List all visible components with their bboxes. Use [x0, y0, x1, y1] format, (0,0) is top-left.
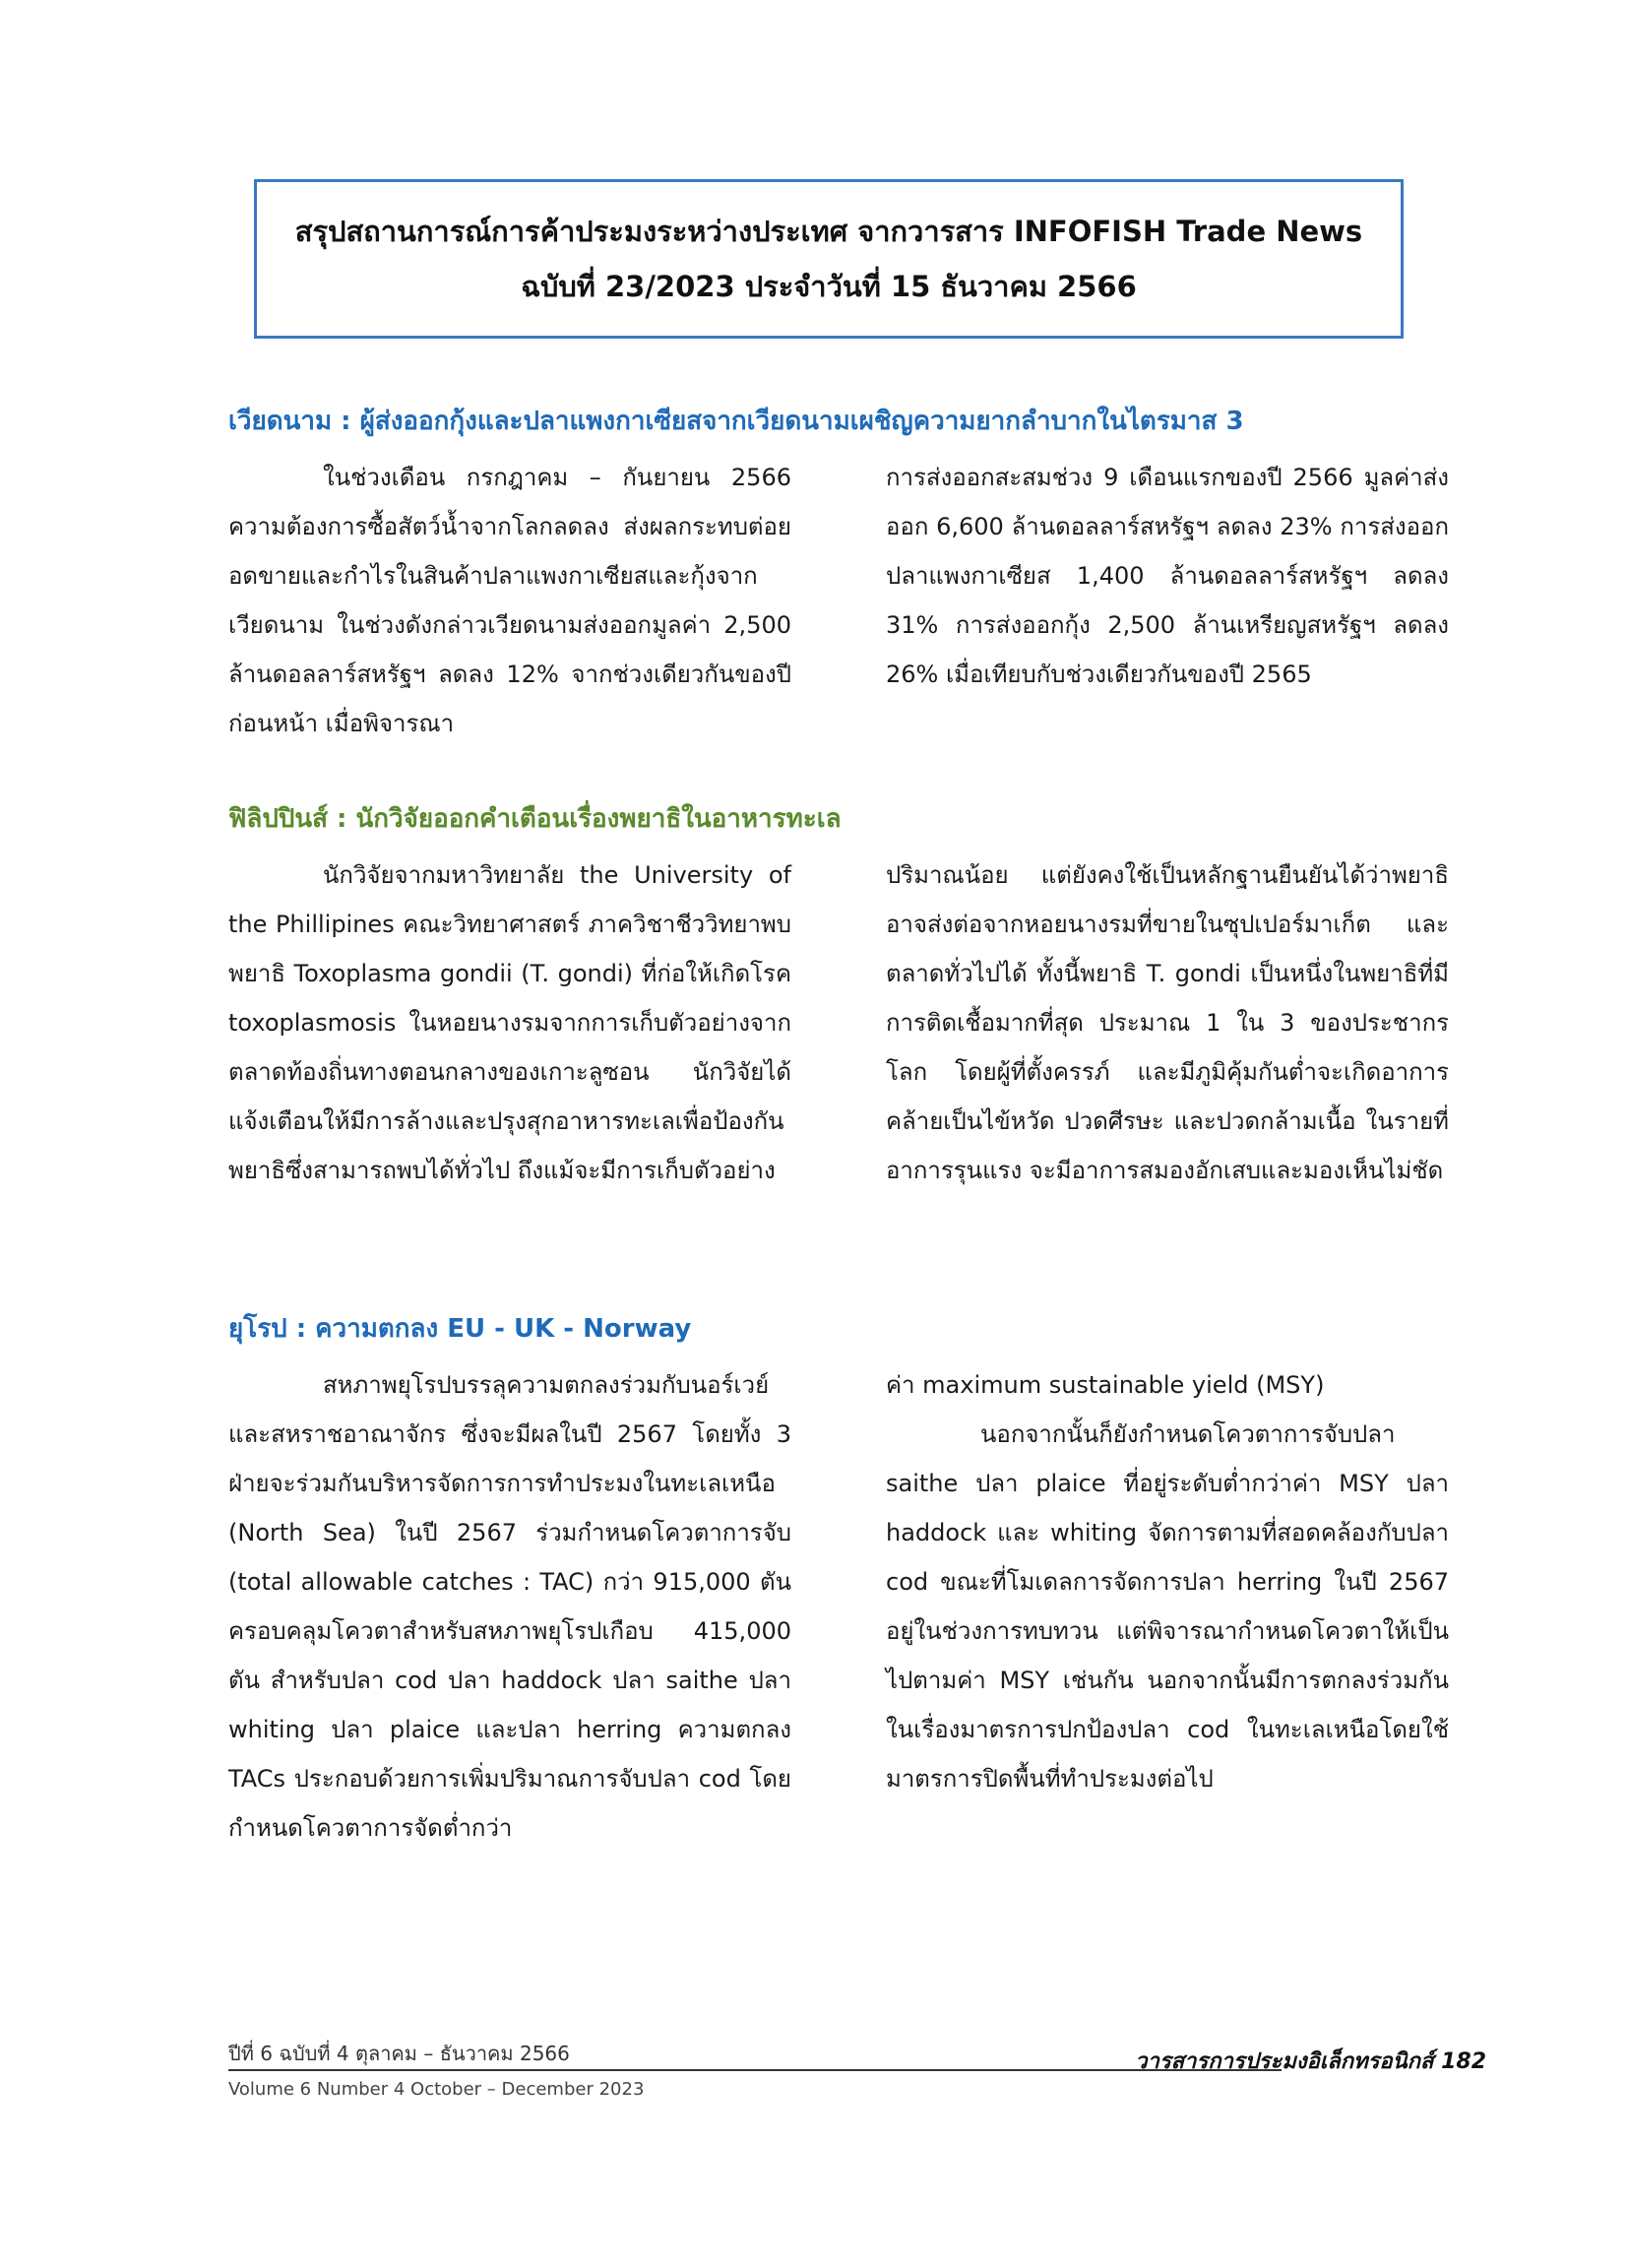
- paragraph: นักวิจัยจากมหาวิทยาลัย the University of the Phillipines คณะวิทยาศาสตร์ ภาควิชาชีววิทยาพบพยาธิ Toxoplasma gondii (T. gondi) ที่ก่อให้เกิดโรค toxoplasmosis ในหอยนางรมจากการเก็บตัวอย่างจากตลาดท้องถิ่นทางตอนกลางของเกาะลูซอน นักวิจัยได้แจ้งเตือนให้มีการล้างและปรุงสุกอาหารทะเลเพื่อป้องกันพยาธิซึ่งสามารถพบได้ทั่วไป ถึงแม้จะมีการเก็บตัวอย่าง: [228, 861, 791, 1184]
- section-europe: [228, 1309, 1449, 1853]
- right-column: [886, 1360, 1449, 1853]
- paragraph: ปริมาณน้อย แต่ยังคงใช้เป็นหลักฐานยืนยันได้ว่าพยาธิอาจส่งต่อจากหอยนางรมที่ขายในซุปเปอร์มาเก็ต และตลาดทั่วไปได้ ทั้งนี้พยาธิ T. gondi เป็นหนึ่งในพยาธิที่มีการติดเชื้อมากที่สุด ประมาณ 1 ใน 3 ของประชากรโลก โดยผู้ที่ตั้งครรภ์ และมีภูมิคุ้มกันต่ำจะเกิดอาการคล้ายเป็นไข้หวัด ปวดศีรษะ และปวดกล้ามเนื้อ ในรายที่อาการรุนแรง จะมีอาการสมองอักเสบและมองเห็นไม่ชัด: [886, 861, 1449, 1184]
- section-philippines: [228, 799, 1449, 1195]
- paragraph: สหภาพยุโรปบรรลุความตกลงร่วมกับนอร์เวย์และสหราชอาณาจักร ซึ่งจะมีผลในปี 2567 โดยทั้ง 3 ฝ่ายจะร่วมกันบริหารจัดการการทำประมงในทะเลเหนือ (North Sea) ในปี 2567 ร่วมกำหนดโควตาการจับ (total allowable catches : TAC) กว่า 915,000 ตัน ครอบคลุมโควตาสำหรับสหภาพยุโรปเกือบ 415,000 ตัน สำหรับปลา cod ปลา haddock ปลา saithe ปลา whiting ปลา plaice และปลา herring ความตกลง TACs ประกอบด้วยการเพิ่มปริมาณการจับปลา cod โดยกำหนดโควตาการจัดต่ำกว่า: [228, 1371, 791, 1842]
- section-columns: [228, 453, 1449, 748]
- right-column: [886, 453, 1449, 748]
- left-column: [228, 453, 791, 748]
- section-columns: [228, 1360, 1449, 1853]
- footer-issue-thai: ปีที่ 6 ฉบับที่ 4 ตุลาคม – ธันวาคม 2566: [228, 2042, 570, 2065]
- document-title-line-1: สรุปสถานการณ์การค้าประมงระหว่างประเทศ จากวารสาร INFOFISH Trade News: [294, 215, 1363, 248]
- document-title-line-2: ฉบับที่ 23/2023 ประจำวันที่ 15 ธันวาคม 2566: [521, 270, 1137, 303]
- section-heading-philippines: ฟิลิปปินส์ : นักวิจัยออกคำเตือนเรื่องพยาธิในอาหารทะเล: [228, 804, 842, 834]
- left-column: [228, 1360, 791, 1853]
- paragraph: ค่า maximum sustainable yield (MSY): [886, 1371, 1325, 1399]
- footer-issue-english: Volume 6 Number 4 October – December 2023: [228, 2079, 645, 2100]
- paragraph: การส่งออกสะสมช่วง 9 เดือนแรกของปี 2566 มูลค่าส่งออก 6,600 ล้านดอลลาร์สหรัฐฯ ลดลง 23% การส่งออกปลาแพงกาเซียส 1,400 ล้านดอลลาร์สหรัฐฯ ลดลง 31% การส่งออกกุ้ง 2,500 ล้านเหรียญสหรัฐฯ ลดลง 26% เมื่อเทียบกับช่วงเดียวกันของปี 2565: [886, 464, 1449, 688]
- left-column: [228, 850, 791, 1195]
- right-column: [886, 850, 1449, 1195]
- section-heading-vietnam: เวียดนาม : ผู้ส่งออกกุ้งและปลาแพงกาเซียสจากเวียดนามเผชิญความยากลำบากในไตรมาส 3: [228, 407, 1244, 436]
- paragraph: นอกจากนั้นก็ยังกำหนดโควตาการจับปลา saithe ปลา plaice ที่อยู่ระดับต่ำกว่าค่า MSY ปลา haddock และ whiting จัดการตามที่สอดคล้องกับปลา cod ขณะที่โมเดลการจัดการปลา herring ในปี 2567 อยู่ในช่วงการทบทวน แต่พิจารณากำหนดโควตาให้เป็นไปตามค่า MSY เช่นกัน นอกจากนั้นมีการตกลงร่วมกันในเรื่องมาตรการปกป้องปลา cod ในทะเลเหนือโดยใช้มาตรการปิดพื้นที่ทำประมงต่อไป: [886, 1420, 1449, 1793]
- paragraph: ในช่วงเดือน กรกฎาคม – กันยายน 2566 ความต้องการซื้อสัตว์น้ำจากโลกลดลง ส่งผลกระทบต่อยอดขายและกำไรในสินค้าปลาแพงกาเซียสและกุ้งจากเวียดนาม ในช่วงดังกล่าวเวียดนามส่งออกมูลค่า 2,500 ล้านดอลลาร์สหรัฐฯ ลดลง 12% จากช่วงเดียวกันของปีก่อนหน้า เมื่อพิจารณา: [228, 464, 791, 737]
- page-footer: [228, 2038, 1486, 2116]
- title-box: [254, 179, 1404, 339]
- footer-journal-page: วารสารการประมงอิเล็กทรอนิกส์ 182: [1135, 2049, 1486, 2074]
- section-heading-europe: ยุโรป : ความตกลง EU - UK - Norway: [228, 1314, 692, 1344]
- footer-divider: [228, 2069, 1282, 2071]
- section-columns: [228, 850, 1449, 1195]
- section-vietnam: [228, 402, 1449, 748]
